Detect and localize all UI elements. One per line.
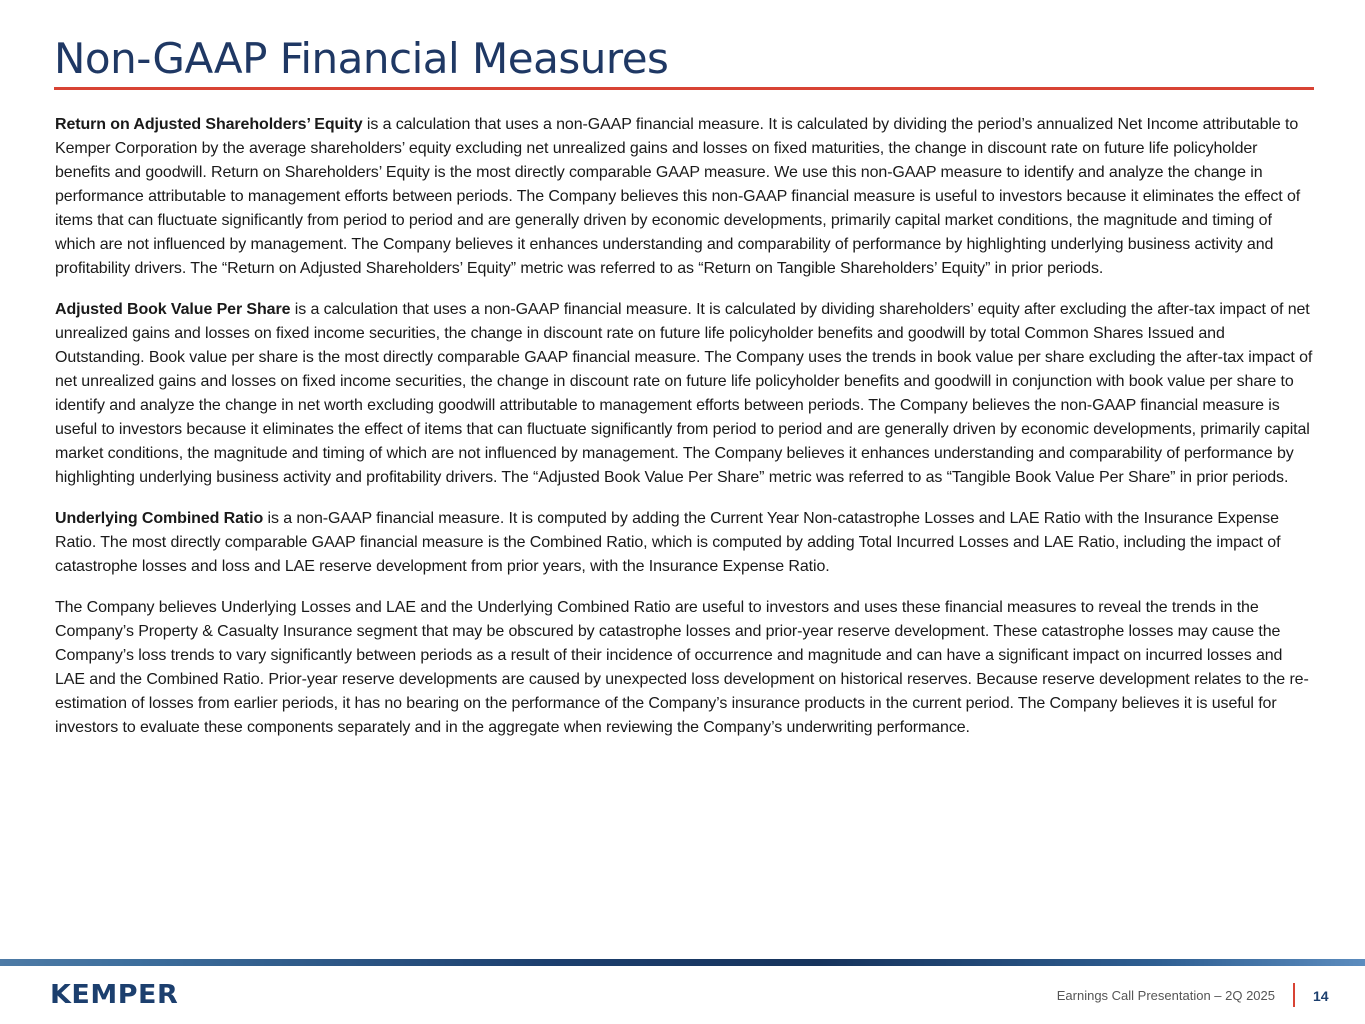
term-underlying-combined-ratio: Underlying Combined Ratio — [55, 510, 264, 527]
paragraph-adjusted-book-value — [55, 298, 1315, 490]
definition-adjusted-book-value: is a calculation that uses a non-GAAP financial measure. It is calculated by dividing shareholders’ equity after excluding the after-tax impact of net unrealized gains and losses on fixed income securities, the change in discount rate on future life policyholder benefits and goodwill by total Common Shares Issued and Outstanding. Book value per share is the most directly comparable GAAP financial measure. The Company uses the trends in book value per share excluding the after-tax impact of net unrealized gains and losses on fixed income securities, the change in discount rate on future life policyholder benefits and goodwill in conjunction with book value per share to identify and analyze the change in net worth excluding goodwill attributable to management efforts between periods. The Company believes the non-GAAP financial measure is useful to investors because it eliminates the effect of items that can fluctuate significantly from period to period and are generally driven by economic developments, primarily capital market conditions, the magnitude and timing of which are not influenced by management. The Company believes it enhances understanding and comparability of performance by highlighting underlying business activity and profitability drivers. The “Adjusted Book Value Per Share” metric was referred to as “Tangible Book Value Per Share” in prior periods. — [55, 301, 1313, 486]
term-return-on-adjusted-equity: Return on Adjusted Shareholders’ Equity — [55, 116, 363, 133]
kemper-logo: KEMPER — [50, 980, 179, 1010]
definition-return-on-adjusted-equity: is a calculation that uses a non-GAAP financial measure. It is calculated by dividing the period’s annualized Net Income attributable to Kemper Corporation by the average shareholders’ equity excluding net unrealized gains and losses on fixed maturities, the change in discount rate on future life policyholder benefits and goodwill. Return on Shareholders’ Equity is the most directly comparable GAAP measure. We use this non-GAAP measure to identify and analyze the change in performance attributable to management efforts between periods. The Company believes this non-GAAP financial measure is useful to investors because it eliminates the effect of items that can fluctuate significantly from period to period and are generally driven by economic developments, primarily capital market conditions, the magnitude and timing of which are not influenced by management. The Company believes it enhances understanding and comparability of performance by highlighting underlying business activity and profitability drivers. The “Return on Adjusted Shareholders’ Equity” metric was referred to as “Return on Tangible Shareholders’ Equity” in prior periods. — [55, 116, 1301, 277]
title-divider — [54, 87, 1314, 90]
paragraph-underlying-combined-ratio — [55, 507, 1315, 579]
footer-divider — [1293, 983, 1295, 1007]
paragraph-closing: The Company believes Underlying Losses and LAE and the Underlying Combined Ratio are useful to investors and uses these financial measures to reveal the trends in the Company’s Property & Casualty Insurance segment that may be obscured by catastrophe losses and prior-year reserve development. These catastrophe losses may cause the Company’s loss trends to vary significantly between periods as a result of their incidence of occurrence and magnitude and can have a significant impact on incurred losses and LAE and the Combined Ratio. Prior-year reserve developments are caused by unexpected loss development on historical reserves. Because reserve development relates to the re-estimation of losses from earlier periods, it has no bearing on the performance of the Company’s insurance products in the current period. The Company believes it is useful for investors to evaluate these components separately and in the aggregate when reviewing the Company’s underwriting performance. — [55, 599, 1309, 736]
paragraph-return-on-adjusted-equity — [55, 113, 1315, 281]
term-adjusted-book-value: Adjusted Book Value Per Share — [55, 301, 291, 318]
definition-underlying-combined-ratio: is a non-GAAP financial measure. It is computed by adding the Current Year Non-catastrophe Losses and LAE Ratio with the Insurance Expense Ratio. The most directly comparable GAAP financial measure is the Combined Ratio, which is computed by adding Total Incurred Losses and LAE Ratio, including the impact of catastrophe losses and loss and LAE reserve development from prior years, with the Insurance Expense Ratio. — [55, 510, 1281, 575]
document-body — [55, 113, 1315, 757]
page-number: 14 — [1313, 988, 1329, 1004]
page-title: Non-GAAP Financial Measures — [54, 34, 669, 83]
footer-band — [0, 959, 1365, 966]
presentation-label: Earnings Call Presentation – 2Q 2025 — [1056, 988, 1275, 1003]
